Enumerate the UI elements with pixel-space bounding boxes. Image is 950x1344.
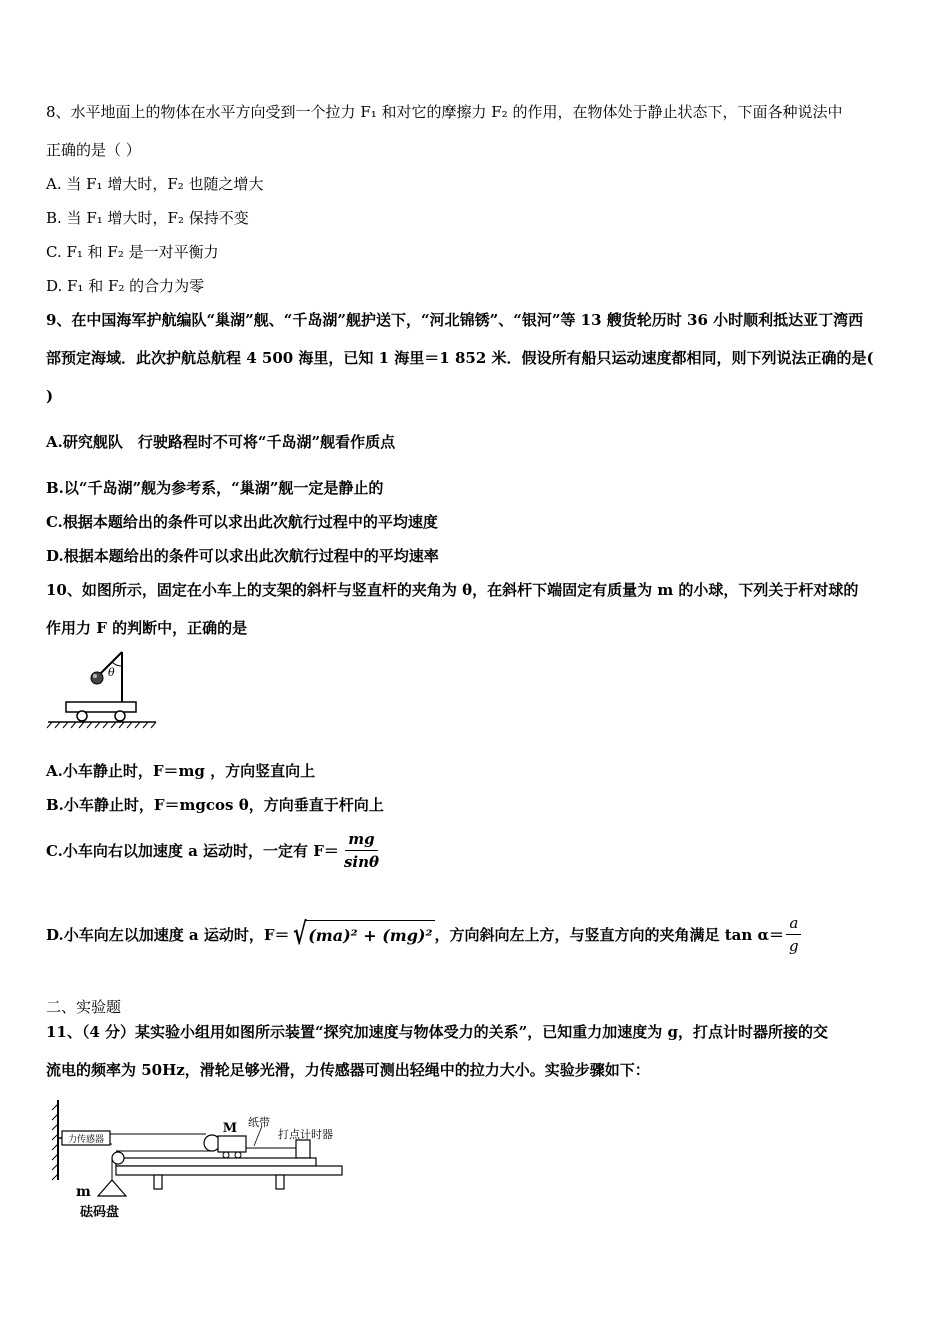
q10-option-d-numerator: a [786,912,801,935]
q10-option-a: A.小车静止时，F＝mg ，方向竖直向上 [46,762,316,780]
q9-option-b: B.以“千岛湖”舰为参考系，“巢湖”舰一定是静止的 [46,479,384,497]
section-heading: 二、实验题 [46,998,122,1016]
q10-option-b: B.小车静止时，F＝mgcos θ，方向垂直于杆向上 [46,796,384,814]
q10-option-d-sqrt [290,916,435,952]
theta-label: θ [108,666,115,679]
q9-option-d: D.根据本题给出的条件可以求出此次航行过程中的平均速率 [46,547,439,565]
cart-diagram [44,648,160,730]
q10-option-c-denominator: sinθ [343,853,379,871]
mass-M-label: M [222,1121,238,1136]
q10-option-d-text: D.小车向左以加速度 a 运动时，F＝ [46,925,290,944]
q9-stem-line1: 9、在中国海军护航编队“巢湖”舰、“千岛湖”舰护送下，“河北锦锈”、“银河”等 13 艘货轮历时 36 小时顺利抵达亚丁湾西 [46,311,864,329]
q11-stem-line1: 11、（4 分）某实验小组用如图所示装置“探究加速度与物体受力的关系”，已知重力加速度为 g，打点计时器所接的交 [46,1023,829,1041]
pan-label: 砝码盘 [80,1205,120,1220]
q10-option-d-tail: ，方向斜向左上方，与竖直方向的夹角满足 tan α＝ [434,925,785,944]
q9-stem-line3: ) [46,387,54,405]
q8-option-c: C. F₁ 和 F₂ 是一对平衡力 [46,243,219,261]
q10-option-d [46,912,804,957]
q9-option-a: A.研究舰队 行驶路程时不可将“千岛湖”舰看作质点 [46,433,396,451]
q8-stem-line1: 8、水平地面上的物体在水平方向受到一个拉力 F₁ 和对它的摩擦力 F₂ 的作用，在物体处于静止状态下，下面各种说法中 [46,103,843,121]
tape-label: 纸带 [248,1116,270,1129]
q10-option-c-text: C.小车向右以加速度 a 运动时，一定有 F＝ [46,841,339,860]
q8-stem-line2: 正确的是（ ） [46,141,141,159]
q10-option-d-denominator: g [789,937,799,955]
q10-option-c [46,828,384,873]
q9-stem-line2: 部预定海域．此次护航总航程 4 500 海里，已知 1 海里＝1 852 米．假设所有船只运动速度都相同，则下列说法正确的是( [46,349,874,367]
q10-stem-line2: 作用力 F 的判断中，正确的是 [46,619,248,637]
sensor-label: 力传感器 [67,1135,105,1145]
q9-option-c: C.根据本题给出的条件可以求出此次航行过程中的平均速度 [46,513,438,531]
q10-option-d-fraction [786,912,802,957]
q10-option-d-radicand: (ma)² + (mg)² [306,920,434,950]
q8-option-d: D. F₁ 和 F₂ 的合力为零 [46,277,205,295]
radical-sign-icon: √ [292,916,307,952]
timer-label: 打点计时器 [278,1128,333,1141]
experiment-apparatus-diagram [46,1096,352,1224]
q10-stem-line1: 10、如图所示，固定在小车上的支架的斜杆与竖直杆的夹角为 θ，在斜杆下端固定有质量为 m 的小球，下列关于杆对球的 [46,581,859,599]
q8-option-b: B. 当 F₁ 增大时，F₂ 保持不变 [46,209,249,227]
q8-option-a: A. 当 F₁ 增大时，F₂ 也随之增大 [46,175,264,193]
q10-option-c-fraction [341,828,382,873]
q10-option-c-numerator: mg [345,828,377,851]
hanging-mass-label: m [76,1184,91,1200]
q11-stem-line2: 流电的频率为 50Hz，滑轮足够光滑，力传感器可测出轻绳中的拉力大小。实验步骤如下： [46,1061,650,1079]
